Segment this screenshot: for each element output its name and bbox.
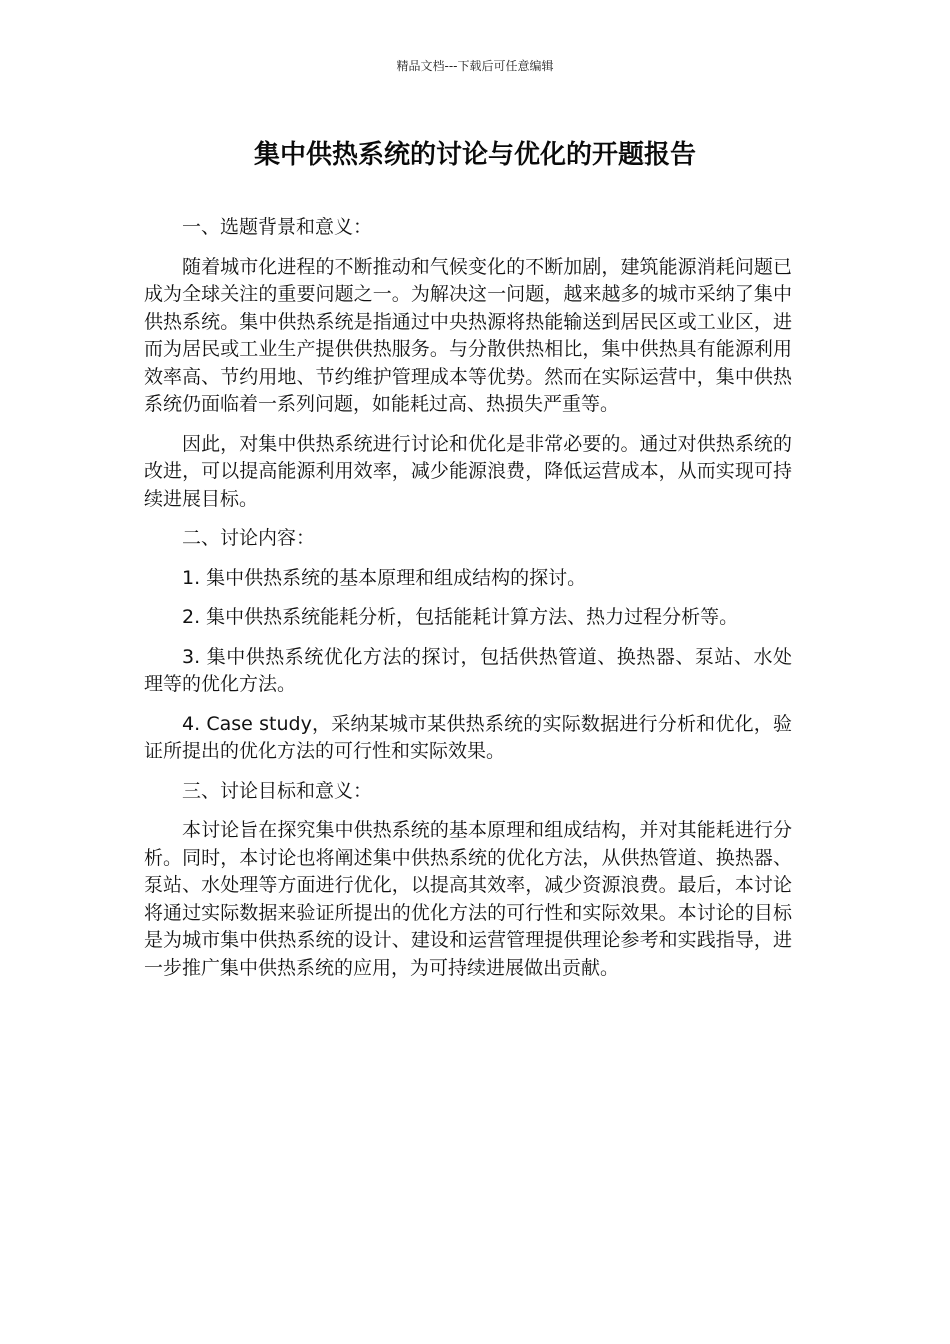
section-2-item-1: 1. 集中供热系统的基本原理和组成结构的探讨。 [182,566,587,589]
section-3-paragraph-1: 本讨论旨在探究集中供热系统的基本原理和组成结构，并对其能耗进行分析。同时，本讨论也将阐述集中供热系统的优化方法，从供热管道、换热器、泵站、水处理等方面进行优化，以提高其效率，减少资源浪费。最后，本讨论将通过实际数据来验证所提出的优化方法的可行性和实际效果。本讨论的目标是为城市集中供热系统的设计、建设和运营管理提供理论参考和实践指导，进一步推广集中供热系统的应用，为可持续进展做出贡献。 [144,819,792,979]
section-2-item-4: 4. Case study，采纳某城市某供热系统的实际数据进行分析和优化，验证所提出的优化方法的可行性和实际效果。 [144,712,792,762]
section-1-paragraph-1: 随着城市化进程的不断推动和气候变化的不断加剧，建筑能源消耗问题已成为全球关注的重要问题之一。为解决这一问题，越来越多的城市采纳了集中供热系统。集中供热系统是指通过中央热源将热能输送到居民区或工业区，进而为居民或工业生产提供供热服务。与分散供热相比，集中供热具有能源利用效率高、节约用地、节约维护管理成本等优势。然而在实际运营中，集中供热系统仍面临着一系列问题，如能耗过高、热损失严重等。 [144,255,792,415]
section-2-heading: 二、讨论内容： [182,527,316,549]
section-1-heading: 一、选题背景和意义： [182,216,373,238]
section-2-item-2: 2. 集中供热系统能耗分析，包括能耗计算方法、热力过程分析等。 [182,606,739,628]
header-note: 精品文档---下载后可任意编辑 [396,59,554,73]
section-2-item-3: 3. 集中供热系统优化方法的探讨，包括供热管道、换热器、泵站、水处理等的优化方法。 [144,645,792,695]
section-1-paragraph-2: 因此，对集中供热系统进行讨论和优化是非常必要的。通过对供热系统的改进，可以提高能源利用效率，减少能源浪费，降低运营成本，从而实现可持续进展目标。 [144,432,792,510]
section-3-heading: 三、讨论目标和意义： [182,779,373,802]
document-title: 集中供热系统的讨论与优化的开题报告 [253,140,696,170]
document-body [144,214,792,994]
